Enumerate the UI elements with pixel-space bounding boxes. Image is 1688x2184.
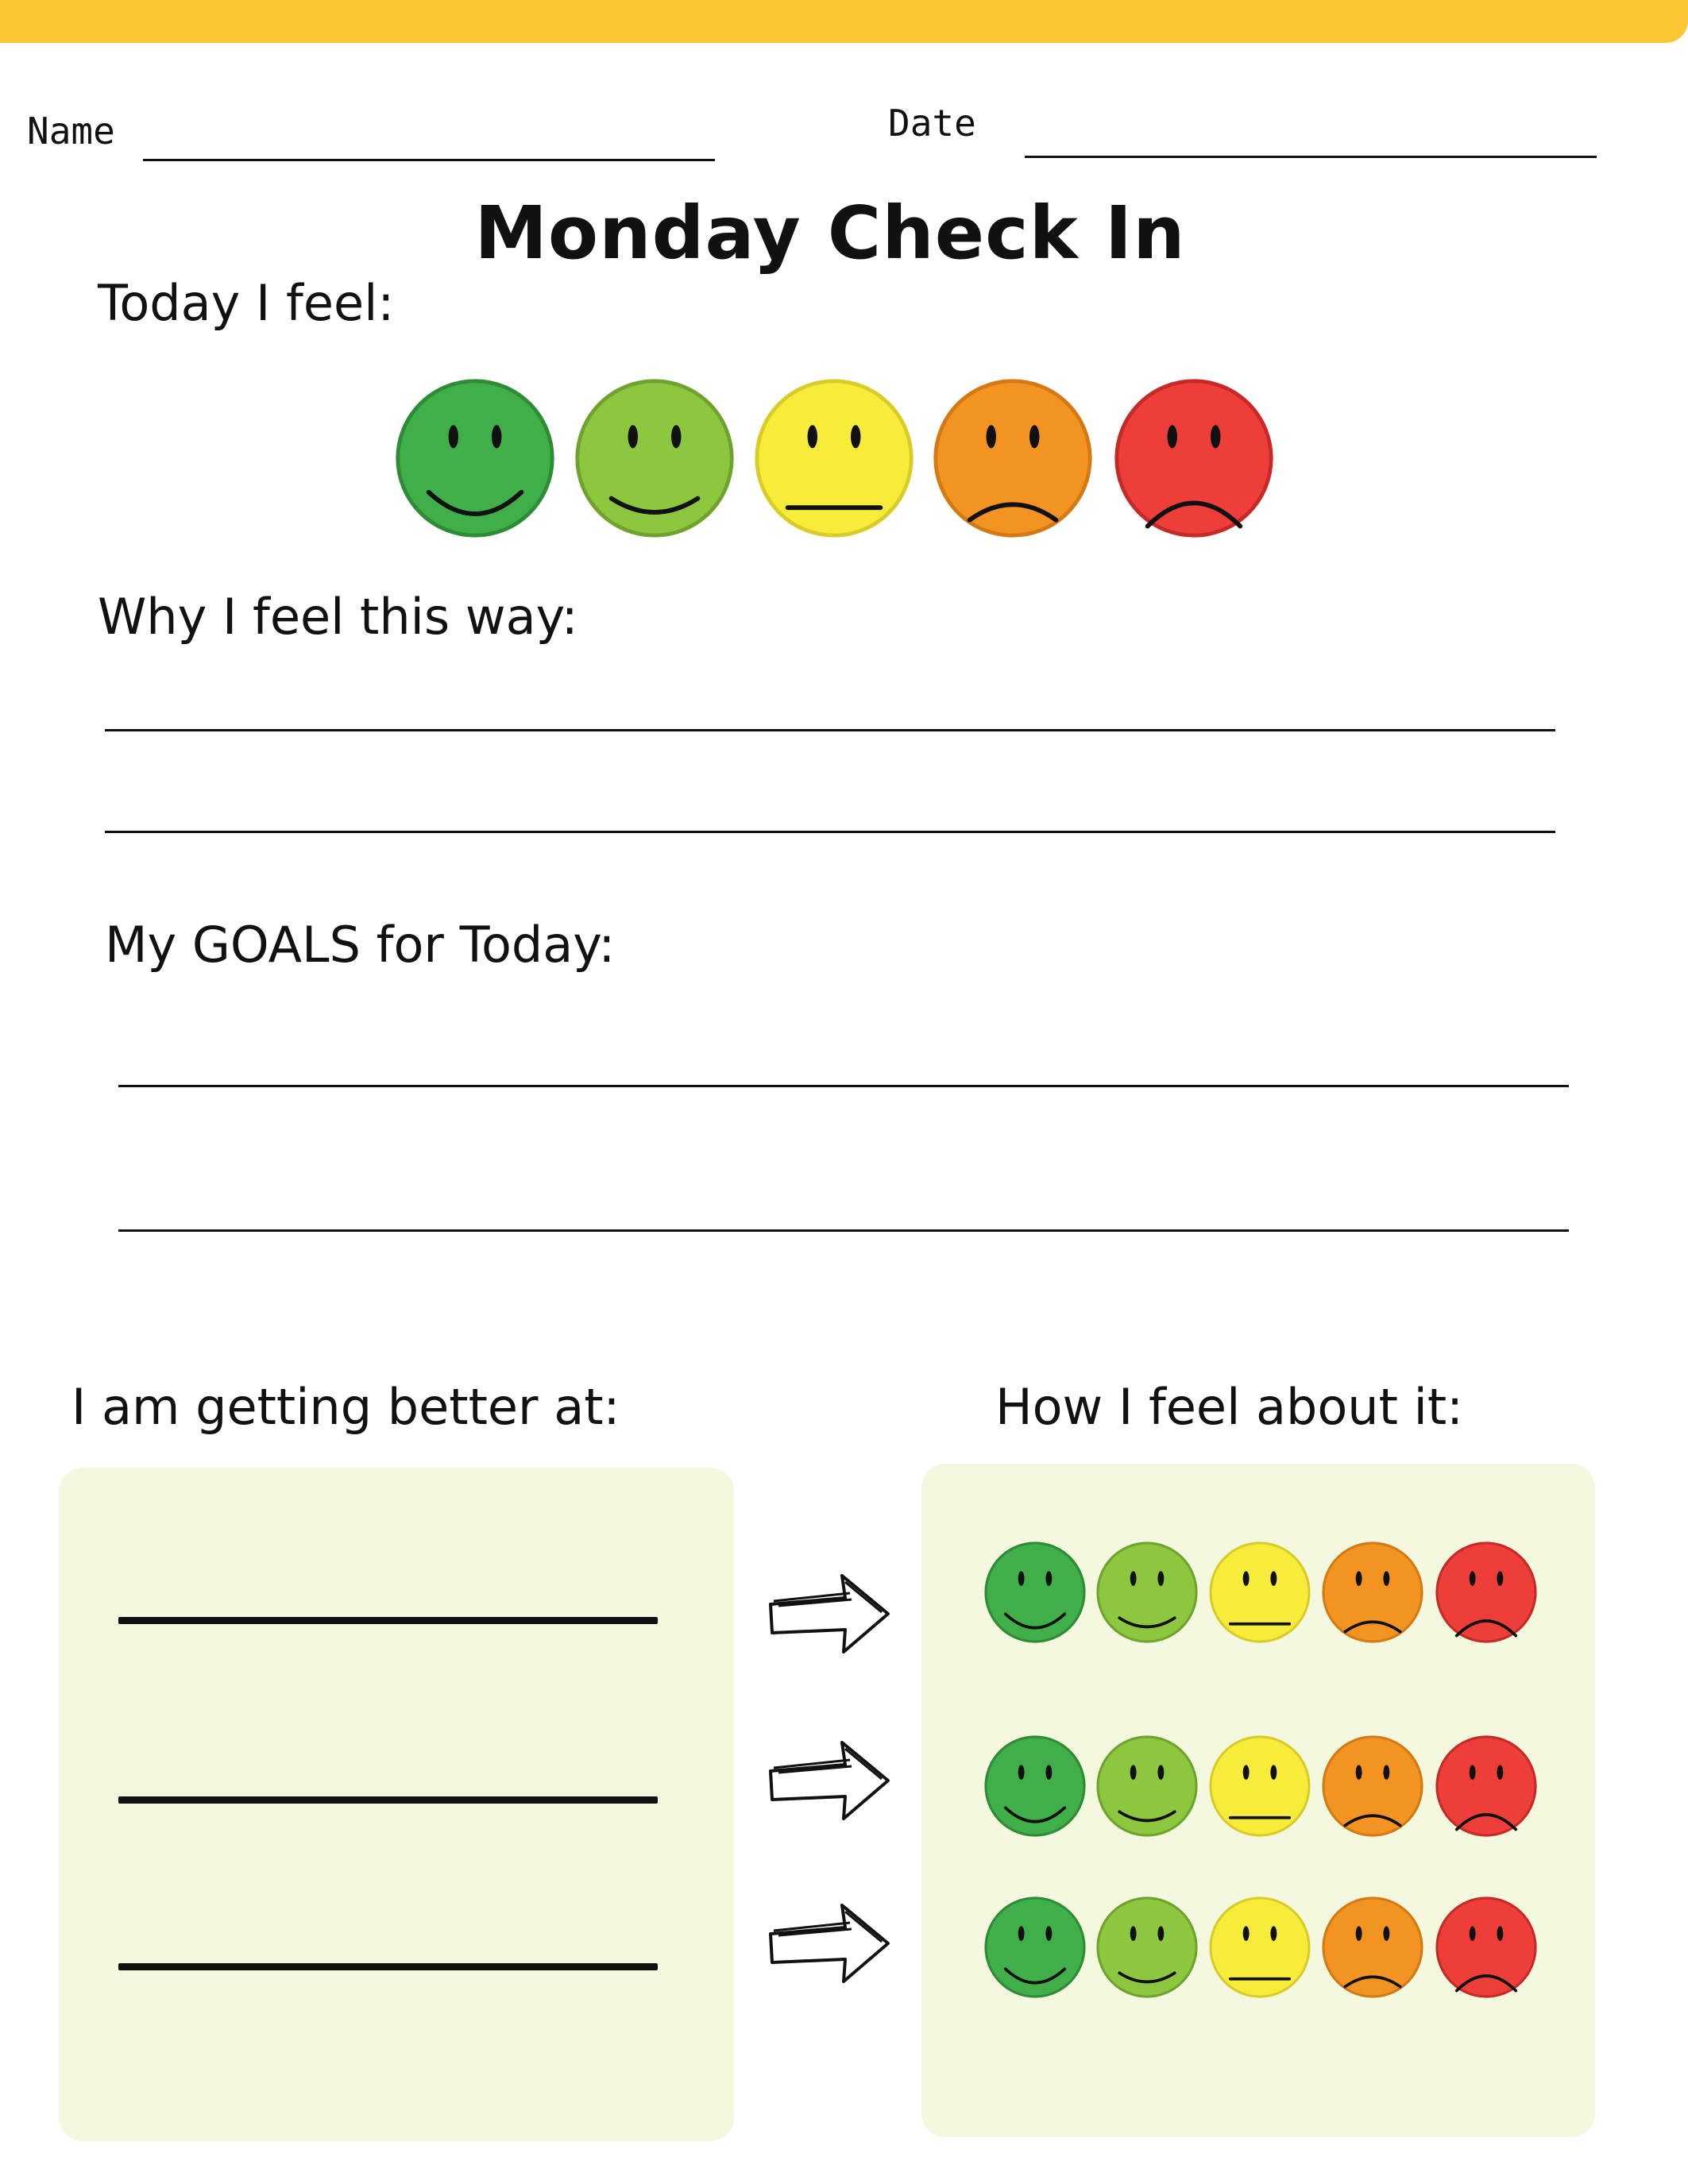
very-happy-face-icon[interactable] [392, 375, 558, 542]
better-at-line-1[interactable] [118, 1617, 658, 1624]
happy-face-icon[interactable] [571, 375, 738, 542]
neutral-face-icon[interactable] [1207, 1733, 1313, 1839]
sad-face-icon[interactable] [1319, 1894, 1426, 2001]
goals-line-2[interactable] [118, 1229, 1569, 1232]
goals-line-1[interactable] [118, 1085, 1569, 1087]
very-happy-face-icon[interactable] [982, 1539, 1088, 1646]
right-arrow-icon [763, 1896, 898, 1991]
very-happy-face-icon[interactable] [982, 1894, 1088, 2001]
date-label: Date [888, 102, 976, 145]
neutral-face-icon[interactable] [1207, 1539, 1313, 1646]
neutral-face-icon[interactable] [1207, 1894, 1313, 2001]
very-sad-face-icon[interactable] [1433, 1894, 1539, 2001]
top-color-bar [0, 0, 1688, 43]
sad-face-icon[interactable] [1319, 1539, 1426, 1646]
very-sad-face-icon[interactable] [1111, 375, 1277, 542]
very-happy-face-icon[interactable] [982, 1733, 1088, 1839]
right-arrow-icon [763, 1566, 898, 1661]
better-at-line-2[interactable] [118, 1796, 658, 1804]
better-at-panel [59, 1468, 734, 2141]
better-at-line-3[interactable] [118, 1963, 658, 1970]
why-line-2[interactable] [105, 831, 1555, 833]
neutral-face-icon[interactable] [751, 375, 917, 542]
right-arrow-icon [763, 1733, 898, 1828]
better-at-heading: I am getting better at: [71, 1378, 620, 1436]
why-feel-heading: Why I feel this way: [98, 588, 578, 646]
date-field[interactable] [1025, 156, 1597, 158]
why-line-1[interactable] [105, 729, 1555, 731]
happy-face-icon[interactable] [1094, 1894, 1200, 2001]
very-sad-face-icon[interactable] [1433, 1733, 1539, 1839]
sad-face-icon[interactable] [929, 375, 1096, 542]
page-title: Monday Check In [474, 191, 1186, 276]
name-label: Name [27, 110, 115, 152]
how-feel-heading: How I feel about it: [995, 1378, 1464, 1436]
goals-heading: My GOALS for Today: [105, 916, 616, 974]
sad-face-icon[interactable] [1319, 1733, 1426, 1839]
today-feel-heading: Today I feel: [98, 274, 395, 332]
happy-face-icon[interactable] [1094, 1539, 1200, 1646]
happy-face-icon[interactable] [1094, 1733, 1200, 1839]
name-field[interactable] [143, 159, 715, 161]
very-sad-face-icon[interactable] [1433, 1539, 1539, 1646]
